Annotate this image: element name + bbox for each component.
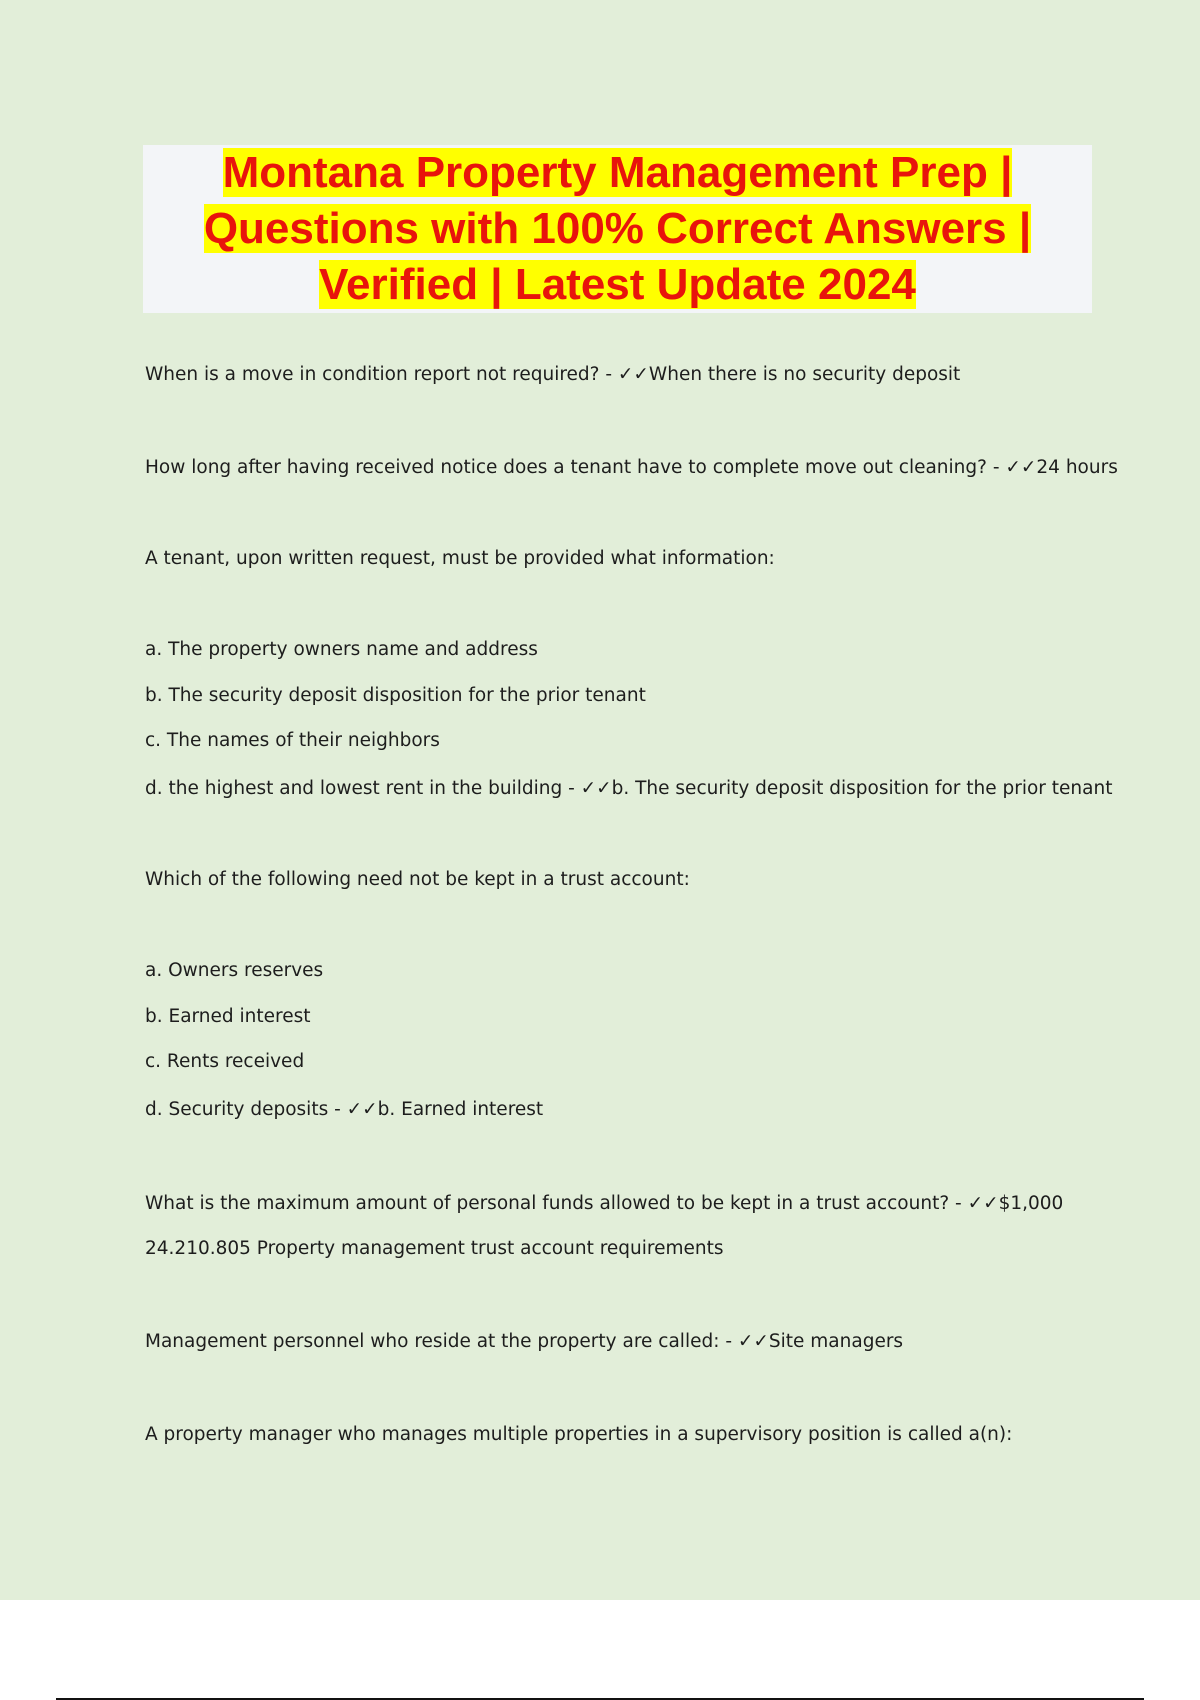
title-line-3: Verified | Latest Update 2024 <box>319 260 916 309</box>
question-trust-account: Which of the following need not be kept in a trust account: <box>145 869 690 890</box>
option-c: c. The names of their neighbors <box>145 730 440 751</box>
option-a: a. The property owners name and address <box>145 639 538 660</box>
question-personal-funds: What is the maximum amount of personal funds allowed to be kept in a trust account? - ✓✓$1,000 <box>145 1193 1064 1214</box>
title-line-1: Montana Property Management Prep | <box>222 148 1013 197</box>
option-d-with-answer: d. the highest and lowest rent in the building - ✓✓b. The security deposit disposition for the prior tenant <box>145 778 1113 799</box>
document-title <box>143 145 1092 313</box>
question-site-managers: Management personnel who reside at the property are called: - ✓✓Site managers <box>145 1331 904 1352</box>
option-d-with-answer: d. Security deposits - ✓✓b. Earned interest <box>145 1099 544 1120</box>
regulation-reference: 24.210.805 Property management trust account requirements <box>145 1238 724 1259</box>
question-tenant-information: A tenant, upon written request, must be provided what information: <box>145 548 775 569</box>
question-move-in-report: When is a move in condition report not required? - ✓✓When there is no security deposit <box>145 364 961 385</box>
option-b: b. The security deposit disposition for the prior tenant <box>145 685 646 706</box>
question-move-out-cleaning: How long after having received notice does a tenant have to complete move out cleaning? - ✓✓24 hours <box>145 457 1118 478</box>
question-supervisory-manager: A property manager who manages multiple properties in a supervisory position is called a(n): <box>145 1424 1013 1445</box>
option-b: b. Earned interest <box>145 1006 311 1027</box>
title-line-2: Questions with 100% Correct Answers | <box>203 204 1032 253</box>
option-a: a. Owners reserves <box>145 960 324 981</box>
option-c: c. Rents received <box>145 1051 305 1072</box>
